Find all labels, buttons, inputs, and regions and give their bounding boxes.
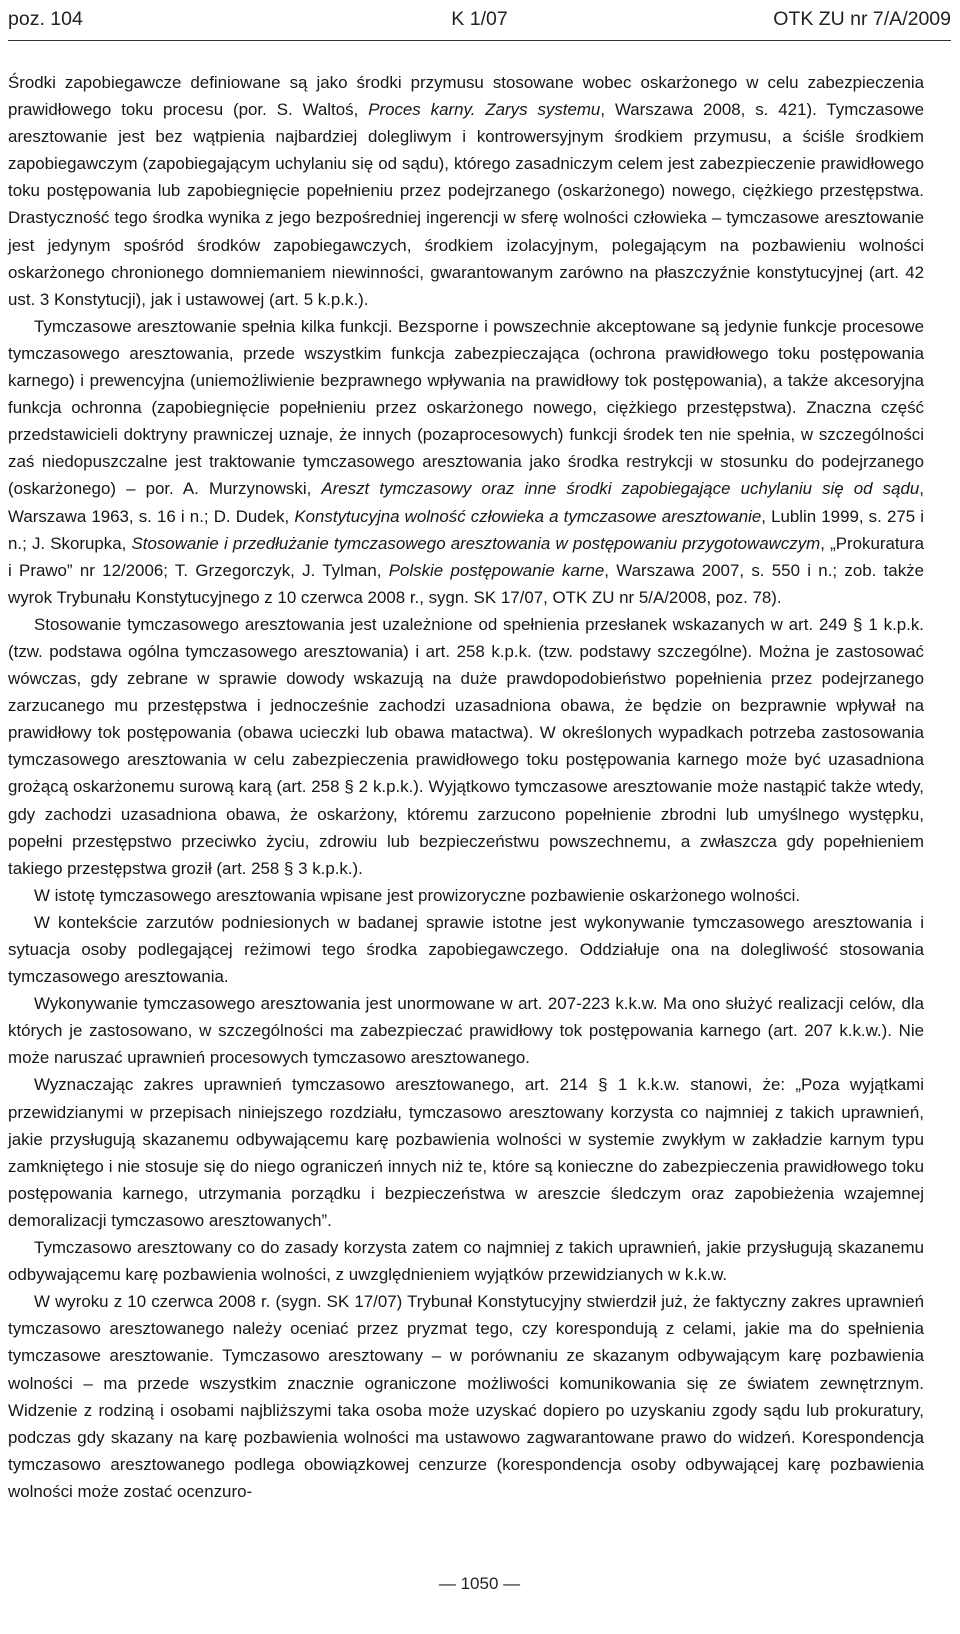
paragraph — [8, 1288, 924, 1505]
paragraph — [8, 1234, 924, 1288]
paragraph-text: , Lublin 1999, s. 275 i n.; J. Skorupka, — [8, 506, 925, 553]
paragraph — [8, 909, 924, 990]
page-number: — 1050 — — [438, 1574, 521, 1593]
paragraph-text: , Warszawa 1963, s. 16 i n.; D. Dudek, — [8, 479, 924, 526]
paragraph-text: W istotę tymczasowego aresztowania wpisane jest prowizoryczne pozbawienie oskarżonego wolności. — [34, 885, 801, 905]
running-header — [8, 2, 951, 36]
position-label: poz. 104 — [8, 7, 83, 30]
citation-title: Areszt tymczasowy oraz inne środki zapobiegające uchylaniu się od sądu — [321, 479, 920, 499]
paragraph-text: Środki zapobiegawcze definiowane są jako środki przymusu stosowane wobec oskarżonego w celu zabezpieczenia prawidłowego toku procesu (por. S. Waltoś, — [8, 73, 924, 120]
citation-title: Polskie postępowanie karne — [388, 560, 605, 580]
paragraph-text: Wyznaczając zakres uprawnień tymczasowo aresztowanego, art. 214 § 1 k.k.w. stanowi, że: „Poza wyjątkami przewidzianymi w przepisach niniejszego rozdziału, tymczasowo aresztowany korzysta co najmniej z takich uprawnień, jakie przysługują skazanemu odbywającemu karę pozbawienia wolności w systemie zwykłym w zakładzie karnym typu zamkniętego i nie stosuje się do niego ograniczeń innych niż te, które są konieczne do zabezpieczenia prawidłowego toku postępowania karnego, utrzymania porządku i bezpieczeństwa w areszcie śledczym oraz zapobieżenia wzajemnej demoralizacji tymczasowo aresztowanych”. — [8, 1075, 924, 1230]
paragraph-text: Tymczasowo aresztowany co do zasady korzysta zatem co najmniej z takich uprawnień, jakie przysługują skazanemu odbywającemu karę pozbawienia wolności, z uwzględnieniem wyjątków przewidzianych w k.k.w. — [8, 1238, 924, 1285]
paragraph-text: , Warszawa 2008, s. 421). Tymczasowe aresztowanie jest bez wątpienia najbardziej dolegliwym i kontrowersyjnym środkiem przymusu, a ściśle środkiem zapobiegawczym (zapobiegającym uchylaniu się od sądu), którego zasadniczym celem jest zabezpieczenie prawidłowego toku postępowania lub zapobiegnięcie popełnieniu przez podejrzanego (oskarżonego) nowego, ciężkiego przestępstwa. Drastyczność tego środka wynika z jego bezpośredniej ingerencji w sferę wolności człowieka – tymczasowe aresztowanie jest jedynym spośród środków zapobiegawczych, środkiem izolacyjnym, polegającym na pozbawieniu wolności oskarżonego chronionego domniemaniem niewinności, gwarantowanym zarówno na płaszczyźnie konstytucyjnej (art. 42 ust. 3 Konstytucji), jak i ustawowej (art. 5 k.p.k.). — [8, 100, 924, 309]
paragraph — [8, 69, 924, 313]
paragraph — [8, 882, 924, 909]
citation-title: Konstytucyjna wolność człowieka a tymczasowe aresztowanie — [294, 506, 762, 526]
paragraph-text: , Warszawa 2007, s. 550 i n.; zob. także wyrok Trybunału Konstytucyjnego z 10 czerwca 2008 r., sygn. SK 17/07, OTK ZU nr 5/A/2008, poz. 78). — [8, 560, 924, 607]
paragraph-text: Stosowanie tymczasowego aresztowania jest uzależnione od spełnienia przesłanek wskazanych w art. 249 § 1 k.p.k. (tzw. podstawa ogólna tymczasowego aresztowania) i art. 258 k.p.k. (tzw. podstawy szczególne). Można je zastosować wówczas, gdy zebrane w sprawie dowody wskazują na duże prawdopodobieństwo popełnienia przez podejrzanego zarzucanego mu przestępstwa i jednocześnie zachodzi uzasadniona obawa, że będzie on bezprawnie wpływał na prawidłowy tok postępowania (obawa ucieczki lub obawa matactwa). W określonych wypadkach potrzeba zastosowania tymczasowego aresztowania w celu zabezpieczenia prawidłowego toku postępowania karnego może być uzasadniona grożącą oskarżonemu surową karą (art. 258 § 2 k.p.k.). Wyjątkowo tymczasowe aresztowanie może nastąpić także wtedy, gdy zachodzi uzasadniona obawa, że oskarżony, któremu zarzucono popełnienie zbrodni lub umyślnego występku, popełni przestępstwo przeciwko życiu, zdrowiu lub bezpieczeństwu powszechnemu, a zwłaszcza gdy popełnieniem takiego przestępstwa groził (art. 258 § 3 k.p.k.). — [8, 614, 924, 878]
paragraph-text: W wyroku z 10 czerwca 2008 r. (sygn. SK 17/07) Trybunał Konstytucyjny stwierdził już, że faktyczny zakres uprawnień tymczasowo aresztowanego należy oceniać przez pryzmat tego, czy korespondują z celami, jakie ma do spełnienia tymczasowe aresztowanie. Tymczasowo aresztowany – w porównaniu ze skazanym odbywającym karę pozbawienia wolności – ma przede wszystkim znacznie ograniczone możliwości komunikowania się ze światem zewnętrznym. Widzenie z rodziną i osobami najbliższymi taka osoba może uzyskać dopiero po uzyskaniu zgody sądu lub prokuratury, podczas gdy skazany na karę pozbawienia wolności ma ustawowo zagwarantowane prawo do widzeń. Korespondencja tymczasowo aresztowanego podlega obowiązkowej cenzurze (korespondencja osoby odbywającej karę pozbawienia wolności może zostać ocenzuro- — [8, 1292, 924, 1501]
citation-title: Proces karny. Zarys systemu — [368, 100, 601, 120]
body-text — [8, 69, 924, 1505]
paragraph — [8, 990, 924, 1071]
paragraph-text: , „Prokuratura i Prawo” nr 12/2006; T. Grzegorczyk, J. Tylman, — [8, 533, 924, 580]
document-page — [8, 0, 951, 1634]
paragraph-text: W kontekście zarzutów podniesionych w badanej sprawie istotne jest wykonywanie tymczasowego aresztowania i sytuacja osoby podlegającej reżimowi tego środka zapobiegawczego. Oddziałuje ona na dolegliwość stosowania tymczasowego aresztowania. — [8, 912, 924, 987]
paragraph — [8, 1071, 924, 1234]
header-divider — [8, 40, 951, 41]
paragraph — [8, 313, 924, 611]
paragraph — [8, 611, 924, 882]
journal-reference: OTK ZU nr 7/A/2009 — [773, 7, 951, 30]
case-signature: K 1/07 — [451, 7, 508, 30]
paragraph-text: Wykonywanie tymczasowego aresztowania jest unormowane w art. 207-223 k.k.w. Ma ono służyć realizacji celów, dla których je zastosowano, w szczególności ma zabezpieczać prawidłowy tok postępowania karnego (art. 207 k.k.w.). Nie może naruszać uprawnień procesowych tymczasowo aresztowanego. — [8, 994, 924, 1068]
citation-title: Stosowanie i przedłużanie tymczasowego aresztowania w postępowaniu przygotowawczym — [131, 533, 821, 553]
paragraph-text: Tymczasowe aresztowanie spełnia kilka funkcji. Bezsporne i powszechnie akceptowane są jedynie funkcje procesowe tymczasowego aresztowania, przede wszystkim funkcja zabezpieczająca (ochrona prawidłowego toku postępowania karnego) i prewencyjna (uniemożliwienie bezprawnego wpływania na prawidłowy tok postępowania), a także akcesoryjna funkcja ochronna (zapobiegnięcie popełnieniu przez oskarżonego nowego, ciężkiego przestępstwa). Znaczna część przedstawicieli doktryny prawniczej uznaje, że innych (pozaprocesowych) funkcji środek ten nie spełnia, w szczególności zaś niedopuszczalne jest traktowanie tymczasowego aresztowania jako środka restrykcji w stosunku do podejrzanego (oskarżonego) – por. A. Murzynowski, — [8, 316, 924, 499]
